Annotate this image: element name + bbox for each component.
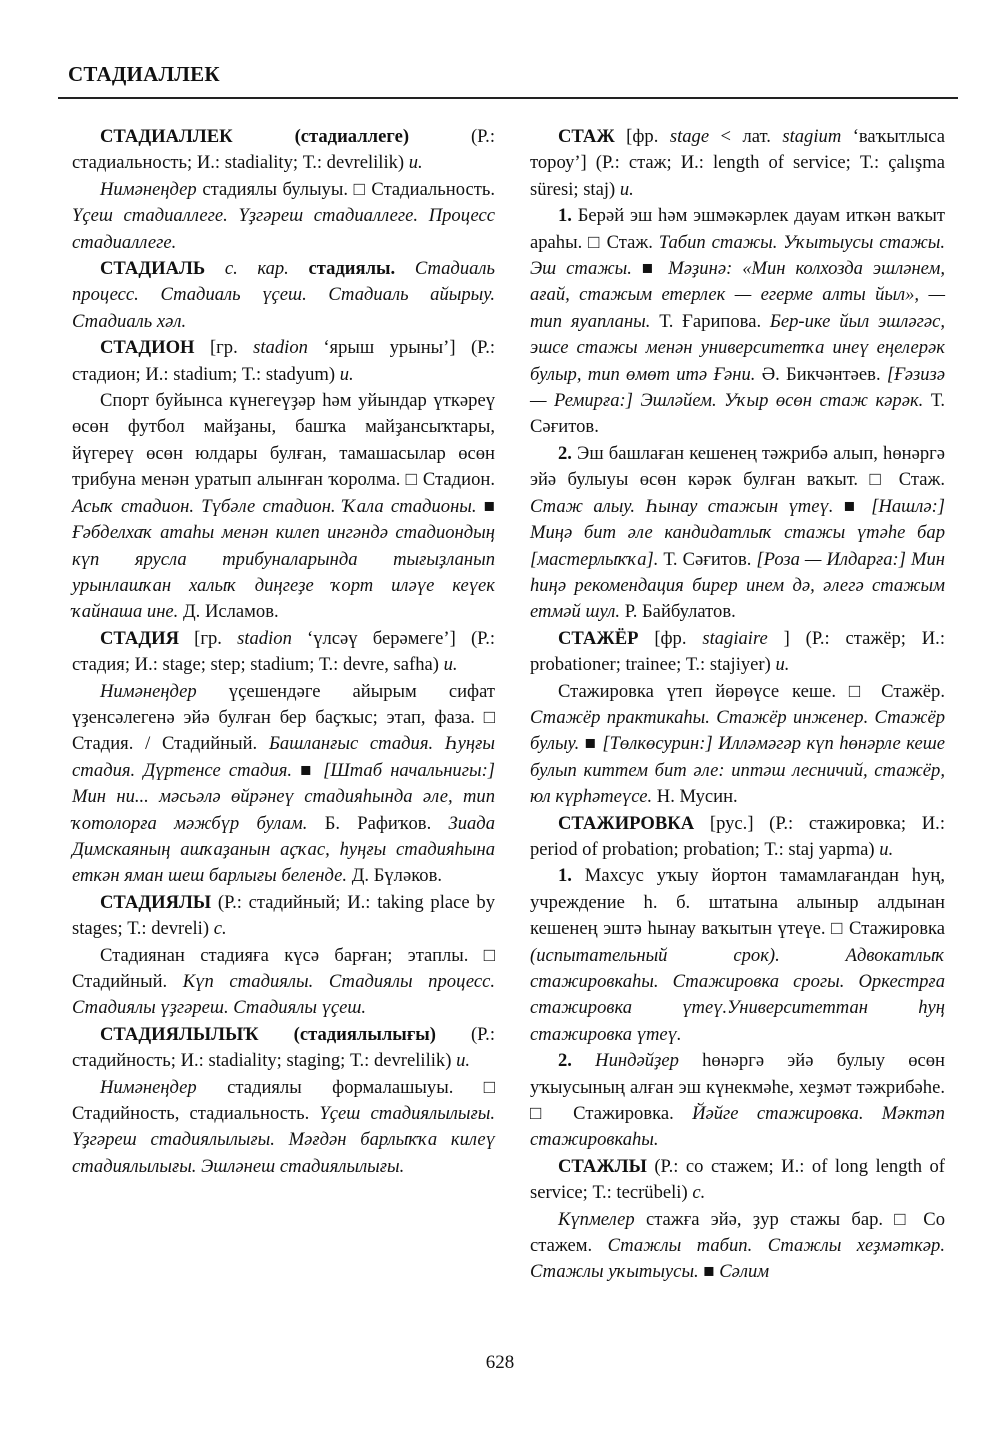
entry-definition-paragraph xyxy=(530,679,945,811)
italic-text: [Ғәзизә — Ремирға:] Эшләйем. Уҡыр өсөн стаж кәрәк. xyxy=(530,363,945,412)
text: (Р.: стадийность; И.: stadiality; staging; Т.: devrelilik) xyxy=(72,1023,495,1072)
text: үҫешендәге айырым сифат үҙенсәлегенә эйә булған бер баҫҡыс; этап, фаза. □ Стадия. / Стадийный. xyxy=(72,680,495,755)
italic-text: Зиада Димскаяның ашҡаҙанын аҫҡас, һуңғы стадияһына еткән яман шеш барлығы беленде. xyxy=(72,812,495,887)
italic-text: stagiaire xyxy=(702,627,768,649)
text: ■ xyxy=(579,733,603,755)
italic-text: stadion xyxy=(253,337,308,359)
italic-text: Стаж алыу. Һынау стажын үтеү. xyxy=(530,495,834,517)
headword: СТАЖ xyxy=(558,126,615,147)
italic-text: Асыҡ стадион. Түбәле стадион. Ҡала стадионы. xyxy=(72,495,477,517)
entry-definition-paragraph xyxy=(72,943,495,1022)
headword: СТАЖЁР xyxy=(558,627,639,649)
italic-text: Үҫеш стадиаллеге. Үҙгәреш стадиаллеге. Процесс стадиаллеге. xyxy=(72,205,495,253)
italic-text: [Штаб начальнигы:] Мин ни... мәсьәлә өйрәнеү стадияһында әле, тип ҡотолорға мәжбүр булам. xyxy=(72,759,496,834)
page-number: 628 xyxy=(485,1352,515,1373)
bold-text: стадиялы. xyxy=(308,258,396,280)
entry-definition-paragraph xyxy=(530,1207,945,1286)
italic-text: Стадиаль процесс. Стадиаль үҫеш. Стадиаль айырыу. Стадиаль хәл. xyxy=(72,258,495,332)
text: [гр. xyxy=(194,337,254,359)
italic-text: Сәлим xyxy=(719,1261,770,1283)
italic-text: Мәҙинә: «Мин колхозда эшләнем, ағай, стажым етерлек — егерме алты йыл», — тип яуапланы. xyxy=(530,258,945,332)
bold-text: 1. xyxy=(558,205,572,227)
entry-headword-paragraph xyxy=(530,626,945,679)
entry-definition-paragraph xyxy=(530,1048,945,1154)
headword: СТАДИАЛЬ xyxy=(100,258,206,280)
italic-text: Күпмелер xyxy=(558,1208,635,1230)
entry-definition-paragraph xyxy=(72,177,495,256)
text: Т. Сәғитов. xyxy=(658,548,757,570)
text: [фр. xyxy=(614,126,670,147)
italic-text: Стажёр практикаһы. Стажёр инженер. Стажёр булыу. xyxy=(530,706,945,755)
text: стадиялы формалашыуы. □ Стадийность, стадиальность. xyxy=(72,1076,495,1125)
text: (Р.: стадийный; И.: taking place by stages; Т.: devreli) xyxy=(72,891,495,940)
text: ‘ярыш урыны’] (Р.: стадион; И.: stadium; Т.: stadyum) xyxy=(72,337,496,385)
entry-definition-paragraph xyxy=(530,863,945,1048)
text: Р. Байбулатов. xyxy=(620,601,736,623)
headword: СТАДИЯЛЫЛЫҠ (стадиялылығы) xyxy=(100,1023,436,1045)
entry-headword-paragraph xyxy=(530,1154,945,1207)
italic-text: Бер-ике йыл эшләгәс, эшсе стажы менән университетҡа инеү еңелерәк булыр, тип өмөт итә Ғәни. xyxy=(530,310,945,385)
text: [фр. xyxy=(638,627,703,649)
italic-text: с. xyxy=(213,918,227,940)
italic-text: [Роза — Илдарға:] Мин һиңә рекомендация бирер инем дә, әлегә стажым етмәй шул. xyxy=(530,548,945,623)
italic-text: и. xyxy=(619,178,634,200)
italic-text: stadion xyxy=(237,627,292,649)
entry-headword-paragraph xyxy=(72,124,495,177)
text: [рус.] (Р.: стажировка; И.: period of probation; probation; Т.: staj yapma) xyxy=(530,812,945,860)
italic-text: и. xyxy=(456,1050,471,1072)
italic-text: и. xyxy=(775,654,790,676)
italic-text: [Нашлә:] Миңә бит әле кандидатлыҡ стажы үтәһе бар [мастерлыҡҡа]. xyxy=(530,495,946,570)
text: (Р.: со стажем; И.: of long length of service; Т.: tecrübeli) xyxy=(530,1155,945,1204)
italic-text: stage xyxy=(669,126,710,147)
text: Спорт буйынса күнегеүҙәр һәм уйындар үткәреү өсөн футбол майҙаны, башҡа майҙансыҡтары, йүгереү өсөн юлдары булған, тамашасылар өсөн трибуна менән уратып алынған ҡоролма. □ Стадион. xyxy=(72,390,495,491)
entry-headword-paragraph xyxy=(530,811,945,864)
text: Н. Мусин. xyxy=(652,786,738,808)
italic-text: (испытательный срок). Адвокатлыҡ стажировкаһы. Стажировка срогы. Оркестрға стажировка үтеү.Университеттан һуң стажировка үтеү. xyxy=(530,944,945,1045)
header-rule xyxy=(58,97,958,99)
entry-headword-paragraph xyxy=(72,335,495,388)
entry-definition-paragraph xyxy=(72,1075,495,1181)
italic-text: и. xyxy=(443,654,458,676)
text: [гр. xyxy=(179,627,238,649)
italic-text: Нимәнеңдер xyxy=(100,1076,197,1098)
italic-text: Ғәбделхаҡ атаһы менән килеп ингәндә стадиондың күп ярусла трибуналарында тығыҙланып урынлашҡан халыҡ диңгеҙе ҡорт иләүе кеүек ҡайнаша ине. xyxy=(72,522,495,623)
entry-definition-paragraph xyxy=(530,441,945,626)
text: Б. Рафиҡов. xyxy=(307,812,449,834)
right-column xyxy=(530,124,945,1286)
italic-text: Йәйге стажировка. Мәктәп стажировкаһы. xyxy=(530,1103,945,1151)
text: ■ xyxy=(292,759,324,781)
bold-text: 1. xyxy=(558,865,572,887)
text: Т. Сәғитов. xyxy=(530,390,946,438)
italic-text: и. xyxy=(879,838,894,860)
text: Т. Ғарипова. xyxy=(650,310,770,332)
italic-text: [Төлкөсурин:] Илләмәгәр күп һөнәрле кеше булып киттем бит әле: иптәш лесничий, стажёр, юл күрһәтеүсе. xyxy=(530,733,946,808)
headword: СТАЖИРОВКА xyxy=(558,812,695,834)
text: Берәй эш һәм эшмәкәрлек дауам иткән ваҡыт араһы. □ Стаж. xyxy=(530,205,945,253)
entry-definition-paragraph xyxy=(530,203,945,441)
italic-text: с. кар. xyxy=(205,258,309,280)
text: Д. Бүләков. xyxy=(347,865,443,887)
headword: СТАДИАЛЛЕК (стадиаллеге) xyxy=(100,126,410,147)
bold-text: 2. xyxy=(558,1050,572,1072)
text: Стадиянан стадияға күсә барған; этаплы. □ Стадийный. xyxy=(72,944,495,992)
headword: СТАДИЯЛЫ xyxy=(100,891,212,913)
text: ] (Р.: стажёр; И.: probationer; trainee; Т.: stajiyer) xyxy=(530,627,945,676)
italic-text: с. xyxy=(692,1182,706,1204)
text: һөнәргә эйә булыу өсөн уҡыусының алған эш күнекмәһе, хеҙмәт тәжрибәһе. □ Стажировка. xyxy=(530,1050,946,1125)
text: ■ xyxy=(476,495,495,517)
italic-text: Башланғыс стадия. Һуңғы стадия. Дүртенсе стадия. xyxy=(72,733,496,781)
entry-definition-paragraph xyxy=(72,388,495,626)
entry-headword-paragraph xyxy=(530,124,945,203)
entry-headword-paragraph xyxy=(72,626,495,679)
entry-headword-paragraph xyxy=(72,256,495,335)
text: Махсус уҡыу йортон тамамлағандан һуң, учреждение һ. б. штатына алыныр алдынан кешенең эштә һынау ваҡытын үтеүе. □ Стажировка xyxy=(530,865,945,940)
headword: СТАДИОН xyxy=(100,337,195,359)
running-head: СТАДИАЛЛЕК xyxy=(68,62,220,86)
text: < лат. xyxy=(709,126,783,147)
text: ‘ваҡытлыса тороу’] (Р.: стаж; И.: length of service; Т.: çalışma süresi; staj) xyxy=(530,126,946,200)
italic-text: и. xyxy=(339,363,354,385)
italic-text: Табип стажы. Уҡытыусы стажы. Эш стажы. xyxy=(530,231,945,280)
headword: СТАЖЛЫ xyxy=(558,1155,647,1177)
italic-text: stagium xyxy=(782,126,842,147)
italic-text: Күп стадиялы. Стадиялы процесс. Стадиялы үҙгәреш. Стадиялы үҫеш. xyxy=(72,971,495,1019)
text: Ә. Бикчәнтәев. xyxy=(755,363,887,385)
text: (Р.: стадиальность; И.: stadiality; Т.: devrelilik) xyxy=(72,126,495,174)
italic-text: Ниндәйҙер xyxy=(571,1050,679,1072)
bold-text: 2. xyxy=(558,442,572,464)
text: Стажировка үтеп йөрөүсе кеше. □ Стажёр. xyxy=(558,680,945,702)
headword: СТАДИЯ xyxy=(100,627,180,649)
text: ■ xyxy=(698,1261,720,1283)
text: Эш башлаған кешенең тәжрибә алып, һөнәргә эйә булыуы өсөн кәрәк булған ваҡыт. □ Стаж. xyxy=(530,442,945,491)
text: стажға эйә, ҙур стажы бар. □ Со стажем. xyxy=(530,1208,945,1257)
text: стадиялы булыуы. □ Стадиальность. xyxy=(196,178,495,200)
entry-headword-paragraph xyxy=(72,890,495,943)
italic-text: Нимәнеңдер xyxy=(100,178,197,200)
italic-text: Үҫеш стадиялылығы. Үҙгәреш стадиялылығы. Мәғдән барлыҡҡа килеү стадиялылығы. Эшләнеш стадиялылығы. xyxy=(72,1103,495,1177)
text: ■ xyxy=(631,258,669,280)
text: Д. Исламов. xyxy=(178,601,279,623)
entry-definition-paragraph xyxy=(72,679,495,890)
italic-text: и. xyxy=(408,152,423,174)
left-column xyxy=(72,124,495,1180)
text: ‘үлсәү берәмеге’] (Р.: стадия; И.: stage; step; stadium; Т.: devre, safha) xyxy=(72,627,496,676)
text: ■ xyxy=(833,495,872,517)
italic-text: Нимәнеңдер xyxy=(100,680,197,702)
entry-headword-paragraph xyxy=(72,1022,495,1075)
italic-text: Стажлы табип. Стажлы хеҙмәткәр. Стажлы уҡытыусы. xyxy=(530,1235,945,1283)
